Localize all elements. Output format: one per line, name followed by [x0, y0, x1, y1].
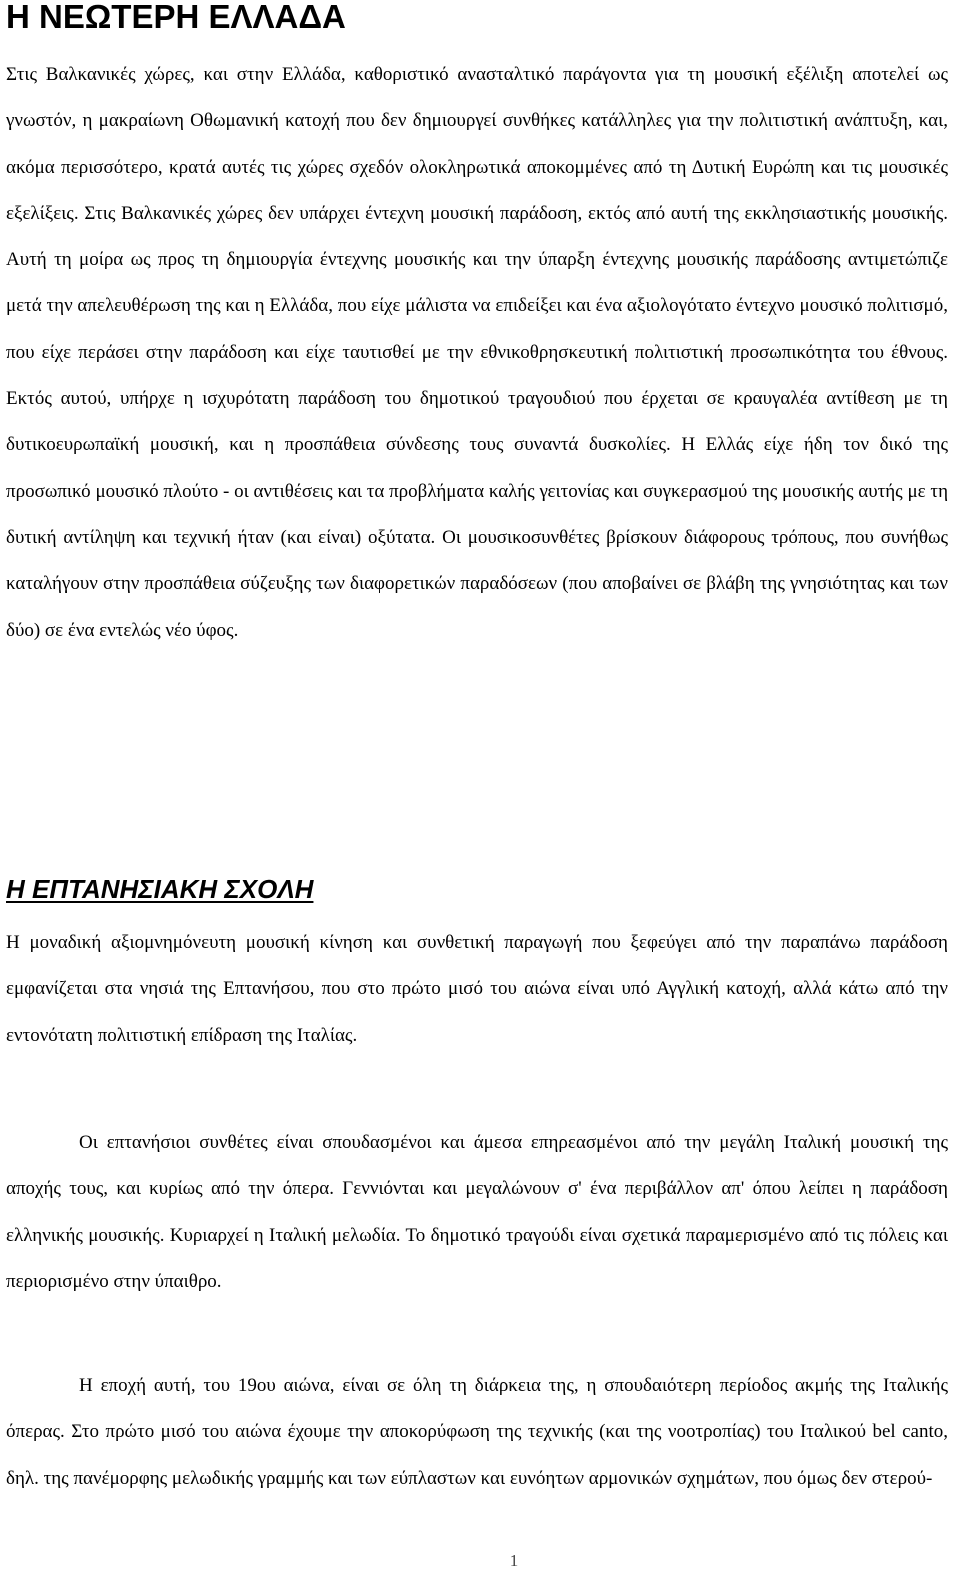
body-paragraph-heptanese-3: Η εποχή αυτή, του 19ου αιώνα, είναι σε όλη τη διάρκεια της, η σπουδαιότερη περίοδος ακμής της Ιταλικής όπερας. Στο πρώτο μισό του αιώνα έχουμε την αποκορύφωση της τεχνικής (και της νοοτροπίας) του Ιταλικού bel canto, δηλ. της πανέμορφης μελωδικής γραμμής και των εύπλαστων και ευνόητων αρμονικών σχημάτων, που όμως δεν στερού- — [6, 1375, 948, 1489]
body-paragraph-heptanese-2: Οι επτανήσιοι συνθέτες είναι σπουδασμένοι και άμεσα επηρεασμένοι από την μεγάλη Ιταλική μουσική της αποχής τους, και κυρίως από την όπερα. Γεννιόνται και μεγαλώνουν σ' ένα περιβάλλον απ' όπου λείπει η παράδοση ελληνικής μουσικής. Κυριαρχεί η Ιταλική μελωδία. Το δημοτικό τραγούδι είναι σχετικά παραμερισμένο από τις πόλεις και περιορισμένο στην ύπαιθρο. — [6, 1132, 948, 1292]
section-heading: Η ΕΠΤΑΝΗΣΙΑΚΗ ΣΧΟΛΗ — [6, 874, 314, 904]
body-paragraph-heptanese-1: Η μοναδική αξιομνημόνευτη μουσική κίνηση και συνθετική παραγωγή που ξεφεύγει από την παραπάνω παράδοση εμφανίζεται στα νησιά της Επτανήσου, που στο πρώτο μισό του αιώνα είναι υπό Αγγλική κατοχή, αλλά κάτω από την εντονότατη πολιτιστική επίδραση της Ιταλίας. — [6, 932, 948, 1046]
body-paragraph-intro: Στις Βαλκανικές χώρες, και στην Ελλάδα, καθοριστικό ανασταλτικό παράγοντα για τη μουσική εξέλιξη αποτελεί ως γνωστόν, η μακραίωνη Οθωμανική κατοχή που δεν δημιουργεί συνθήκες κατάλληλες για την πολιτιστική ανάπτυξη, και, ακόμα περισσότερο, κρατά αυτές τις χώρες σχεδόν ολοκληρωτικά αποκομμένες από τη Δυτική Ευρώπη και τις μουσικές εξελίξεις. Στις Βαλκανικές χώρες δεν υπάρχει έντεχνη μουσική παράδοση, εκτός από αυτή της εκκλησιαστικής μουσικής. Αυτή τη μοίρα ως προς τη δημιουργία έντεχνης μουσικής και την ύπαρξη έντεχνης μουσικής παράδοσης αντιμετώπιζε μετά την απελευθέρωση της και η Ελλάδα, που είχε μάλιστα να επιδείξει και ένα αξιολογότατο έντεχνο μουσικό πολιτισμό, που είχε περάσει στην παράδοση και είχε ταυτισθεί με την εθνικοθρησκευτική πολιτιστική προσωπικότητα του έθνους. Εκτός αυτού, υπήρχε η ισχυρότατη παράδοση του δημοτικού τραγουδιού που έρχεται σε κραυγαλέα αντίθεση με τη δυτικοευρωπαϊκή μουσική, και η προσπάθεια σύνδεσης τους συναντά δυσκολίες. Η Ελλάς είχε ήδη τον δικό της προσωπικό μουσικό πλούτο - οι αντιθέσεις και τα προβλήματα καλής γειτονίας και συγκερασμού της μουσικής αυτής με τη δυτική αντίληψη και τεχνική ήταν (και είναι) οξύτατα. Οι μουσικοσυνθέτες βρίσκουν διάφορους τρόπους, που συνήθως καταλήγουν στην προσπάθεια σύζευξης των διαφορετικών παραδόσεων (που αποβαίνει σε βλάβη της γνησιότητας και των δύο) σε ένα εντελώς νέο ύφος. — [6, 64, 948, 641]
page-number: 1 — [509, 1551, 519, 1570]
page-title: Η ΝΕΩΤΕΡΗ ΕΛΛΑΔΑ — [6, 0, 346, 35]
